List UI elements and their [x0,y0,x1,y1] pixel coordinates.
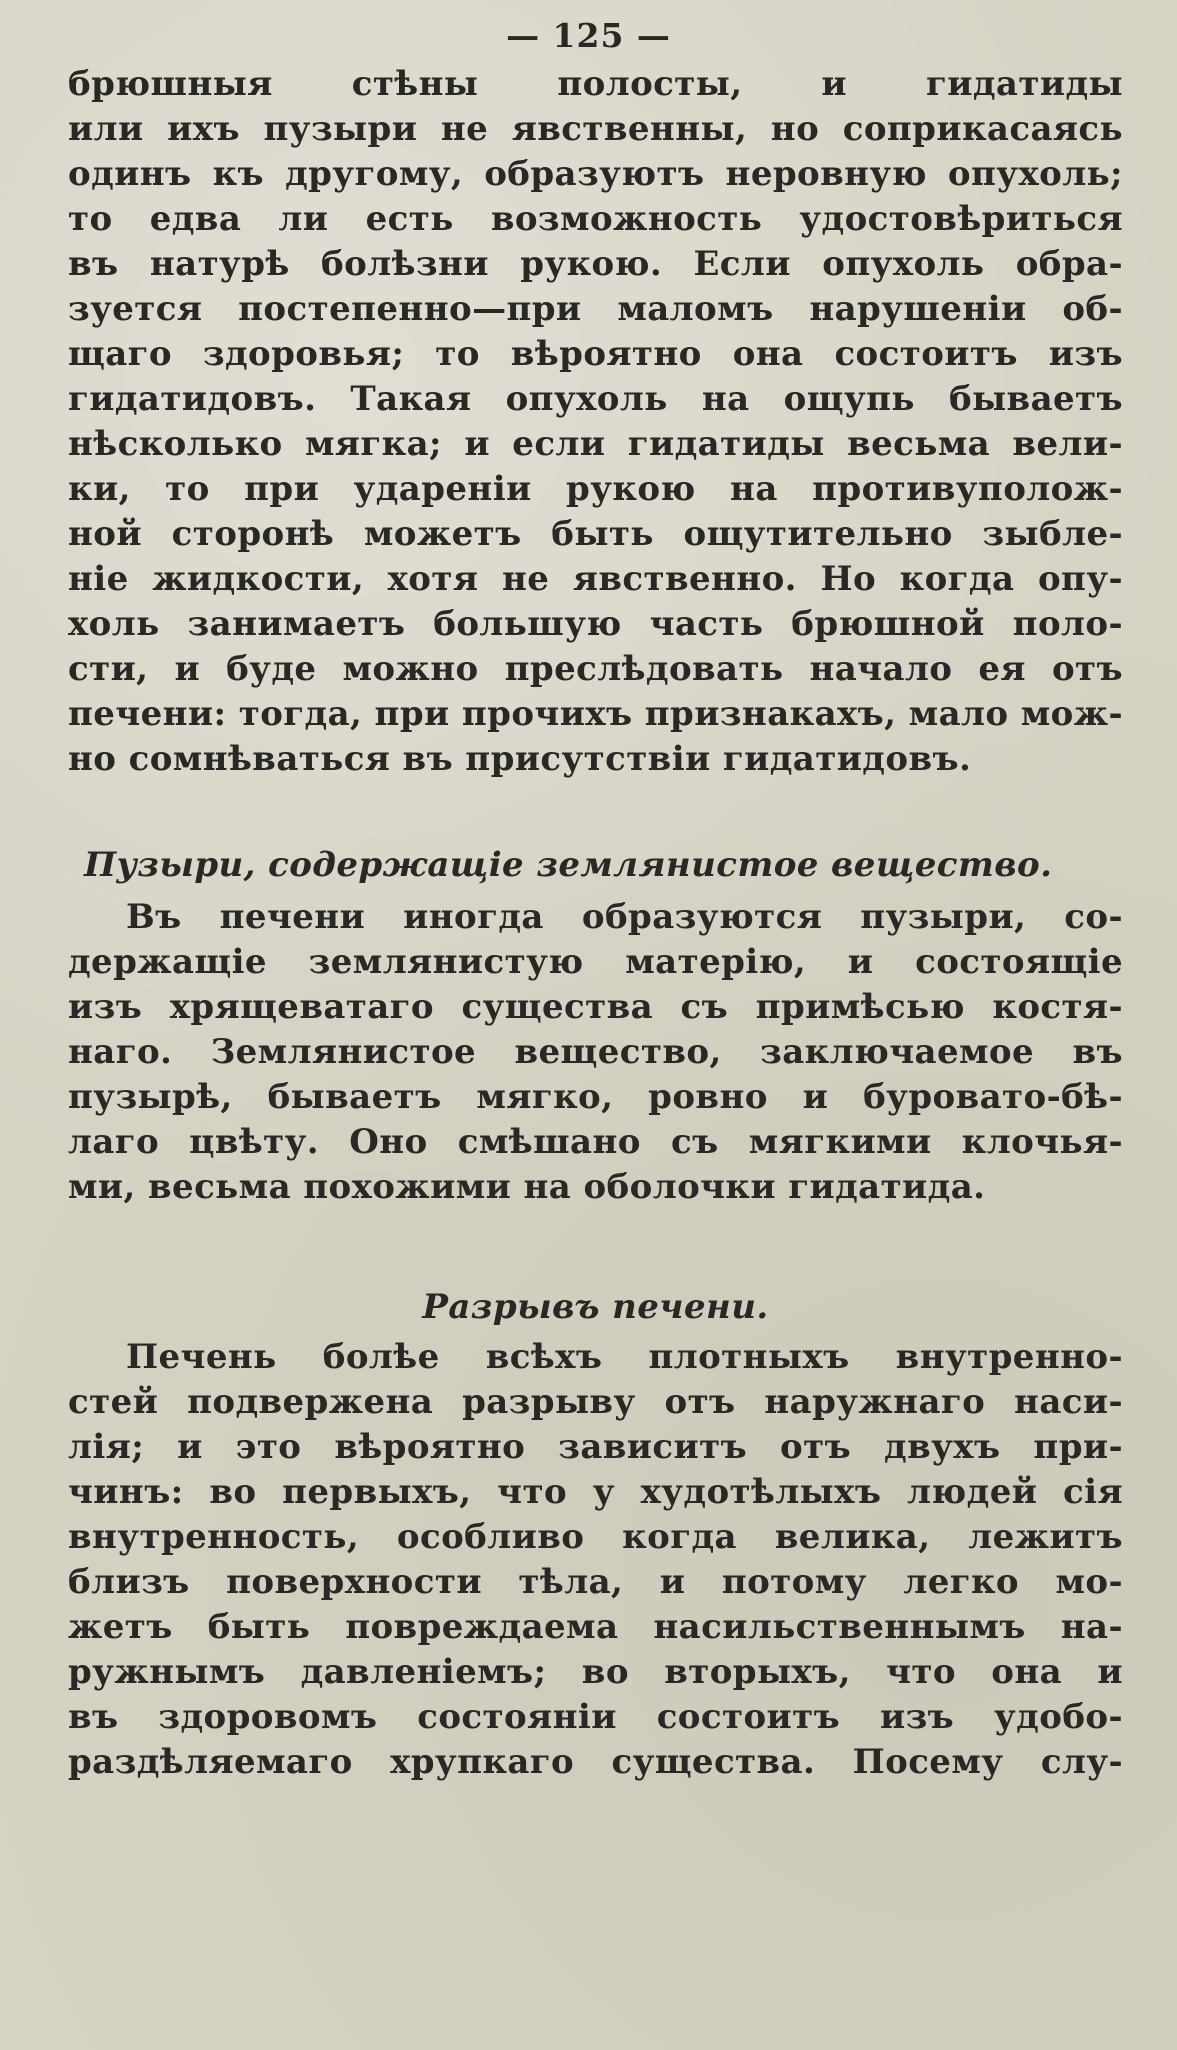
section-heading-liver-rupture: Разрывъ печени. [422,1287,769,1327]
text-line: нѣсколько мягка; и если гидатиды весьма вели- [68,424,1123,464]
text-line: внутренность, особливо когда велика, лежитъ [68,1517,1123,1557]
text-line: въ здоровомъ состоянiи состоитъ изъ удобо- [68,1697,1123,1737]
text-line: ружнымъ давленiемъ; во вторыхъ, что она и [68,1652,1123,1692]
text-line: ной сторонѣ можетъ быть ощутительно зыбле- [68,514,1123,554]
text-line: жетъ быть повреждаема насильственнымъ на- [68,1607,1123,1647]
text-line: холь занимаетъ большую часть брюшной поло- [68,604,1123,644]
text-line: щаго здоровья; то вѣроятно она состоитъ изъ [68,334,1123,374]
text-line: ми, весьма похожими на оболочки гидатида. [68,1167,986,1207]
text-line: лiя; и это вѣроятно зависитъ отъ двухъ при- [68,1427,1123,1467]
text-line: чинъ: во первыхъ, что у худотѣлыхъ людей сiя [68,1472,1123,1512]
text-line: ки, то при ударенiи рукою на противуполож- [68,469,1123,509]
text-line: то едва ли есть возможность удостовѣриться [68,199,1123,239]
text-line: одинъ къ другому, образуютъ неровную опухоль; [68,154,1123,194]
text-line: нiе жидкости, хотя не явственно. Но когда опу- [68,559,1123,599]
paragraph-continuation [68,62,1123,782]
text-line: но сомнѣваться въ присутствiи гидатидовъ. [68,739,972,779]
text-line: сти, и буде можно преслѣдовать начало ея отъ [68,649,1123,689]
text-line: печени: тогда, при прочихъ признакахъ, мало мож- [68,694,1123,734]
text-line: Въ печени иногда образуются пузыри, со- [126,897,1123,937]
text-line: наго. Землянистое вещество, заключаемое въ [68,1032,1123,1072]
text-line: стей подвержена разрыву отъ наружнаго наси- [68,1382,1123,1422]
text-line: пузырѣ, бываетъ мягко, ровно и буровато-бѣ- [68,1077,1123,1117]
paragraph-earthy-cysts [68,895,1123,1210]
text-line: брюшныя стѣны полосты, и гидатиды [68,64,1123,104]
text-line: раздѣляемаго хрупкаго существа. Посему слу- [68,1742,1123,1782]
text-line: гидатидовъ. Такая опухоль на ощупь бываетъ [68,379,1123,419]
paragraph-liver-rupture [68,1335,1123,1785]
text-line: держащiе землянистую матерiю, и состоящiе [68,942,1123,982]
text-line: близъ поверхности тѣла, и потому легко мо- [68,1562,1123,1602]
text-line: или ихъ пузыри не явственны, но соприкасаясь [68,109,1123,149]
text-line: Печень болѣе всѣхъ плотныхъ внутренно- [126,1337,1123,1377]
section-heading-earthy-cysts: Пузыри, содержащiе землянистое вещество. [84,845,1053,885]
text-line: лаго цвѣту. Оно смѣшано съ мягкими клочья- [68,1122,1123,1162]
page-number: — 125 — [506,16,671,55]
text-line: изъ хрящеватаго существа съ примѣсью костя- [68,987,1123,1027]
text-line: зуется постепенно—при маломъ нарушенiи об- [68,289,1123,329]
text-line: въ натурѣ болѣзни рукою. Если опухоль обра- [68,244,1123,284]
